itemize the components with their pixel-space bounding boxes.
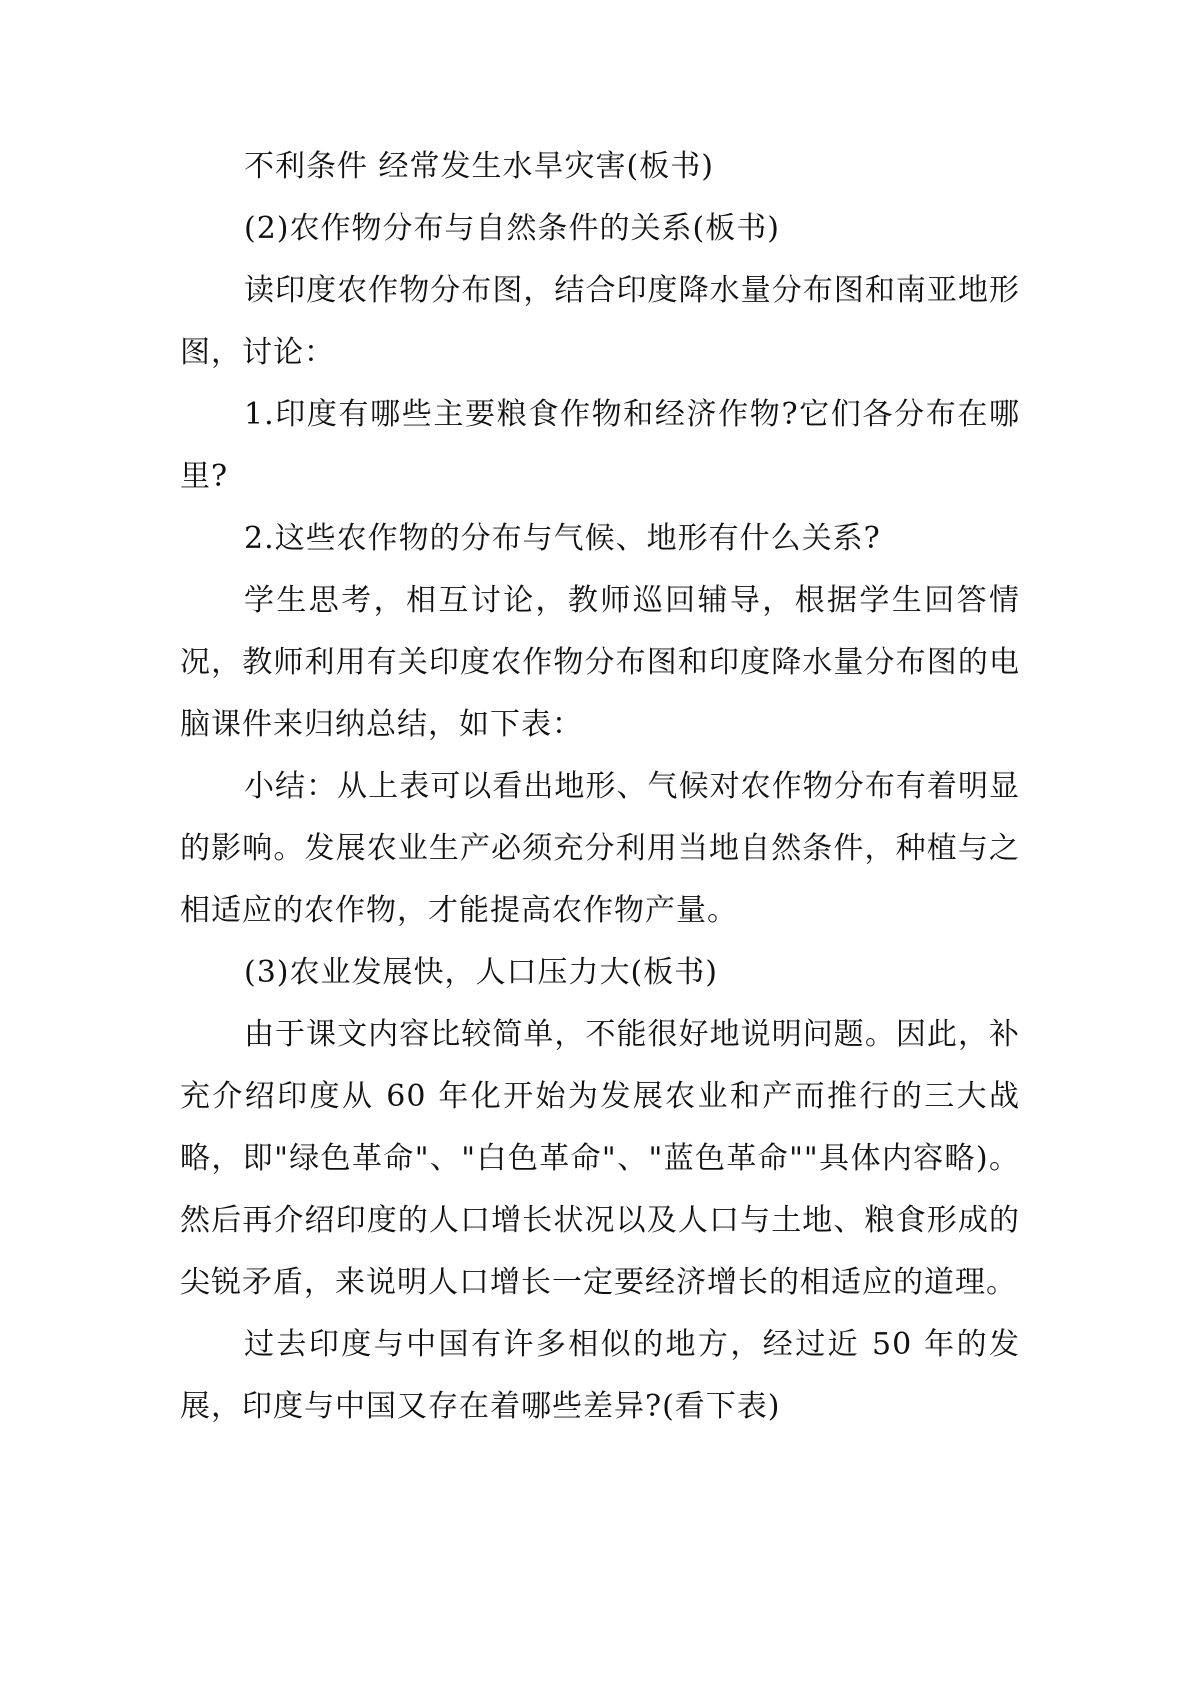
paragraph-section-3-heading: (3)农业发展快，人口压力大(板书)	[244, 955, 718, 990]
paragraph-summary: 小结：从上表可以看出地形、气候对农作物分布有着明显的影响。发展农业生产必须充分利用当地自然条件，种植与之相适应的农作物，才能提高农作物产量。	[180, 769, 1020, 928]
document-body	[180, 136, 1020, 1438]
paragraph-question-1: 1.印度有哪些主要粮食作物和经济作物?它们各分布在哪里?	[180, 397, 1020, 494]
paragraph-unfavorable-conditions: 不利条件 经常发生水旱灾害(板书)	[244, 149, 714, 184]
paragraph-map-reading-task: 读印度农作物分布图，结合印度降水量分布图和南亚地形图，讨论：	[180, 273, 1020, 370]
paragraph-india-china-comparison: 过去印度与中国有许多相似的地方，经过近 50 年的发展，印度与中国又存在着哪些差异?(看下表)	[180, 1327, 1020, 1424]
paragraph-section-2-heading: (2)农作物分布与自然条件的关系(板书)	[244, 211, 780, 246]
paragraph-question-2: 2.这些农作物的分布与气候、地形有什么关系?	[244, 521, 881, 556]
paragraph-student-discussion: 学生思考，相互讨论，教师巡回辅导，根据学生回答情况，教师利用有关印度农作物分布图和印度降水量分布图的电脑课件来归纳总结，如下表：	[180, 583, 1020, 742]
paragraph-three-revolutions: 由于课文内容比较简单，不能很好地说明问题。因此，补充介绍印度从 60 年化开始为发展农业和产而推行的三大战略，即"绿色革命"、"白色革命"、"蓝色革命""具体内容略)。然后再介绍印度的人口增长状况以及人口与土地、粮食形成的尖锐矛盾，来说明人口增长一定要经济增长的相适应的道理。	[180, 1017, 1020, 1300]
